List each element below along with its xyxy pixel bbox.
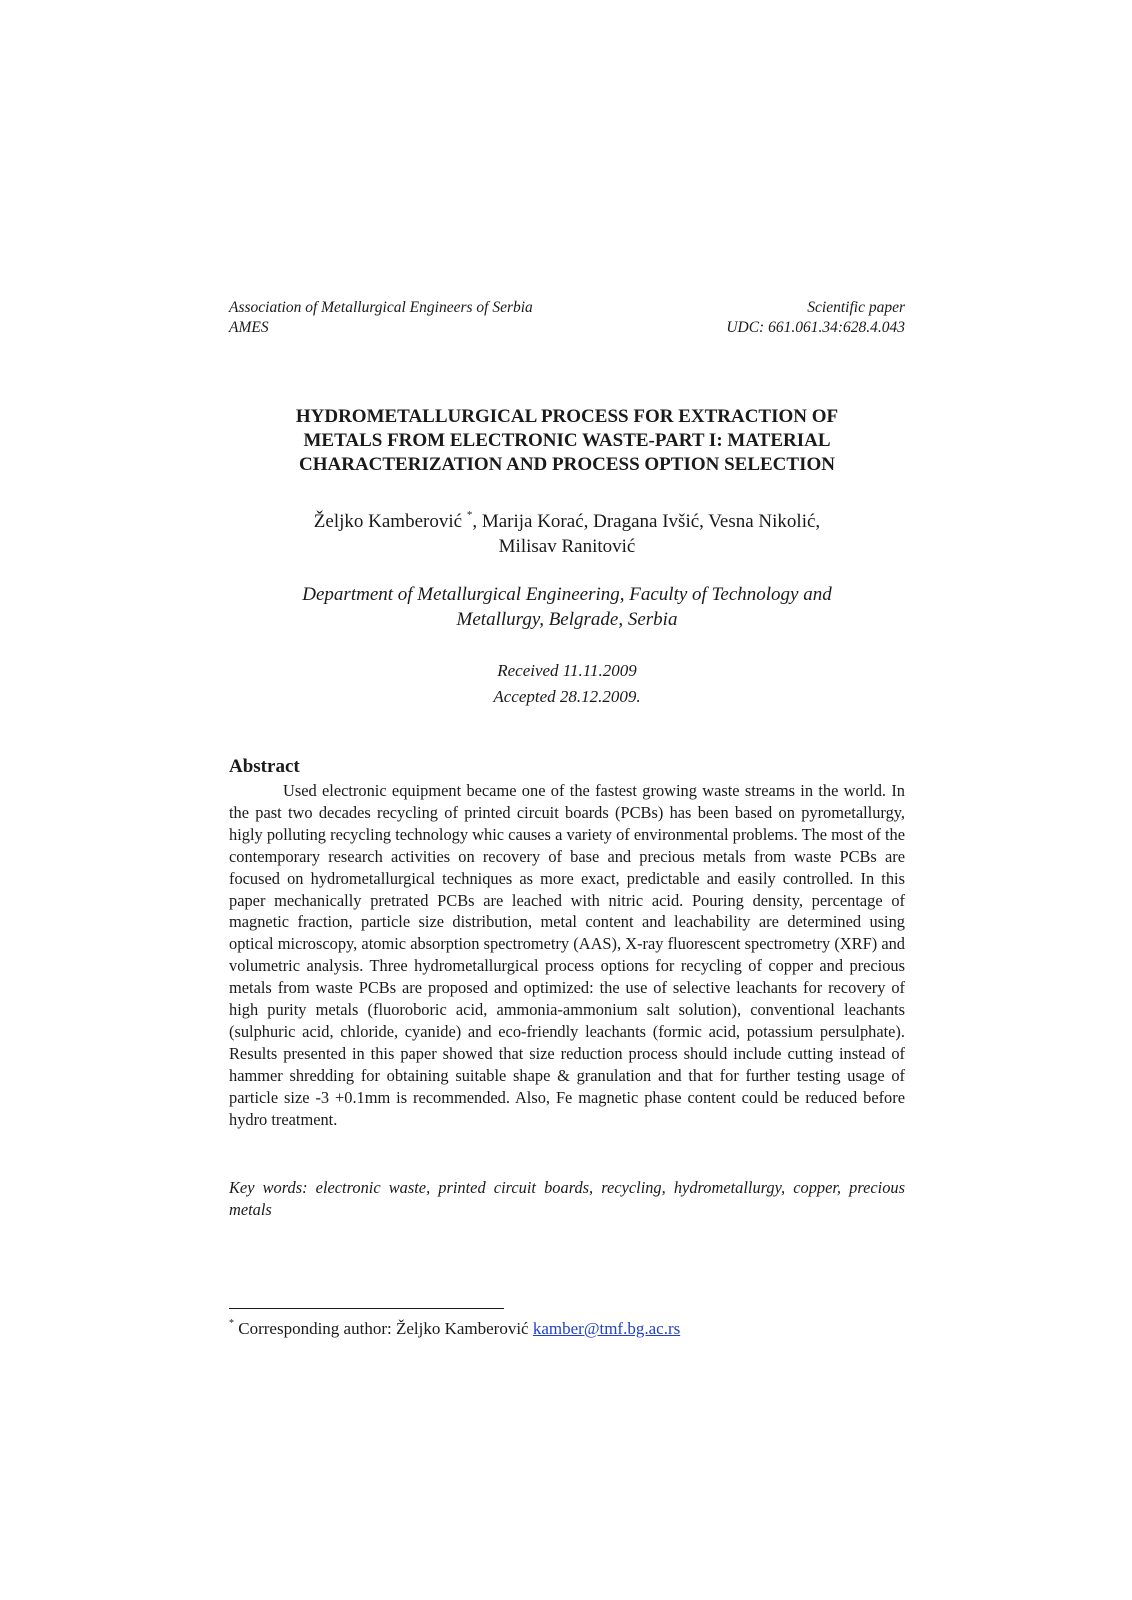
paper-title <box>229 405 905 477</box>
footnote-text: Corresponding author: Željko Kamberović <box>234 1319 533 1338</box>
header-paper-info <box>726 298 905 338</box>
footnote-mark: * <box>229 1318 234 1329</box>
author-email-link[interactable]: kamber@tmf.bg.ac.rs <box>532 1319 681 1338</box>
title-line-1: HYDROMETALLURGICAL PROCESS FOR EXTRACTION OF <box>295 406 839 427</box>
footnote-divider <box>229 1308 504 1309</box>
affiliation <box>229 582 905 632</box>
header-association <box>229 298 533 338</box>
affiliation-line-1: Department of Metallurgical Engineering, Faculty of Technology and <box>302 584 832 605</box>
co-authors: , Marija Korać, Dragana Ivšić, Vesna Nikolić, <box>472 511 821 532</box>
accepted-date: Accepted 28.12.2009. <box>493 687 641 706</box>
authors-line-2: Milisav Ranitović <box>498 536 636 557</box>
paper-page <box>229 0 905 1600</box>
keywords: Key words: electronic waste, printed circuit boards, recycling, hydrometallurgy, copper, precious metals <box>229 1178 905 1219</box>
header-association-abbrev: AMES <box>229 319 269 336</box>
header-association-name: Association of Metallurgical Engineers of Serbia <box>229 299 533 316</box>
abstract-heading: Abstract <box>229 756 300 777</box>
corresponding-author-footnote <box>229 1318 680 1340</box>
abstract-text: Used electronic equipment became one of the fastest growing waste streams in the world. In the past two decades recycling of printed circuit boards (PCBs) has been based on pyrometallurgy, higly polluting recycling technology whic causes a variety of environmental problems. The most of the contemporary research activities on recovery of base and precious metals from waste PCBs are focused on hydrometallurgical techniques as more exact, predictable and easily controlled. In this paper mechanically pretrated PCBs are leached with nitric acid. Pouring density, percentage of magnetic fraction, particle size distribution, metal content and leachability are determined using optical microscopy, atomic absorption spectrometry (AAS), X-ray fluorescent spectrometry (XRF) and volumetric analysis. Three hydrometallurgical process options for recycling of copper and precious metals from waste PCBs are proposed and optimized: the use of selective leachants for recovery of high purity metals (fluoroboric acid, ammonia-ammonium salt solution), conventional leachants (sulphuric acid, chloride, cyanide) and eco-friendly leachants (formic acid, potassium persulphate). Results presented in this paper showed that size reduction process should include cutting instead of hammer shredding for obtaining suitable shape & granulation and that for further testing usage of particle size -3 +0.1mm is recommended. Also, Fe magnetic phase content could be reduced before hydro treatment. <box>229 781 905 1129</box>
affiliation-line-2: Metallurgy, Belgrade, Serbia <box>456 609 678 630</box>
title-line-2: METALS FROM ELECTRONIC WASTE-PART I: MATERIAL <box>303 430 831 451</box>
received-date: Received 11.11.2009 <box>497 661 637 680</box>
corresponding-author-mark: * <box>466 509 473 521</box>
submission-dates <box>229 658 905 710</box>
author-list <box>229 509 905 559</box>
header-paper-type: Scientific paper <box>807 299 905 316</box>
title-line-3: CHARACTERIZATION AND PROCESS OPTION SELECTION <box>299 454 835 475</box>
authors-line-1 <box>229 509 905 534</box>
first-author: Željko Kamberović <box>313 511 463 532</box>
header-udc: UDC: 661.061.34:628.4.043 <box>726 319 905 336</box>
